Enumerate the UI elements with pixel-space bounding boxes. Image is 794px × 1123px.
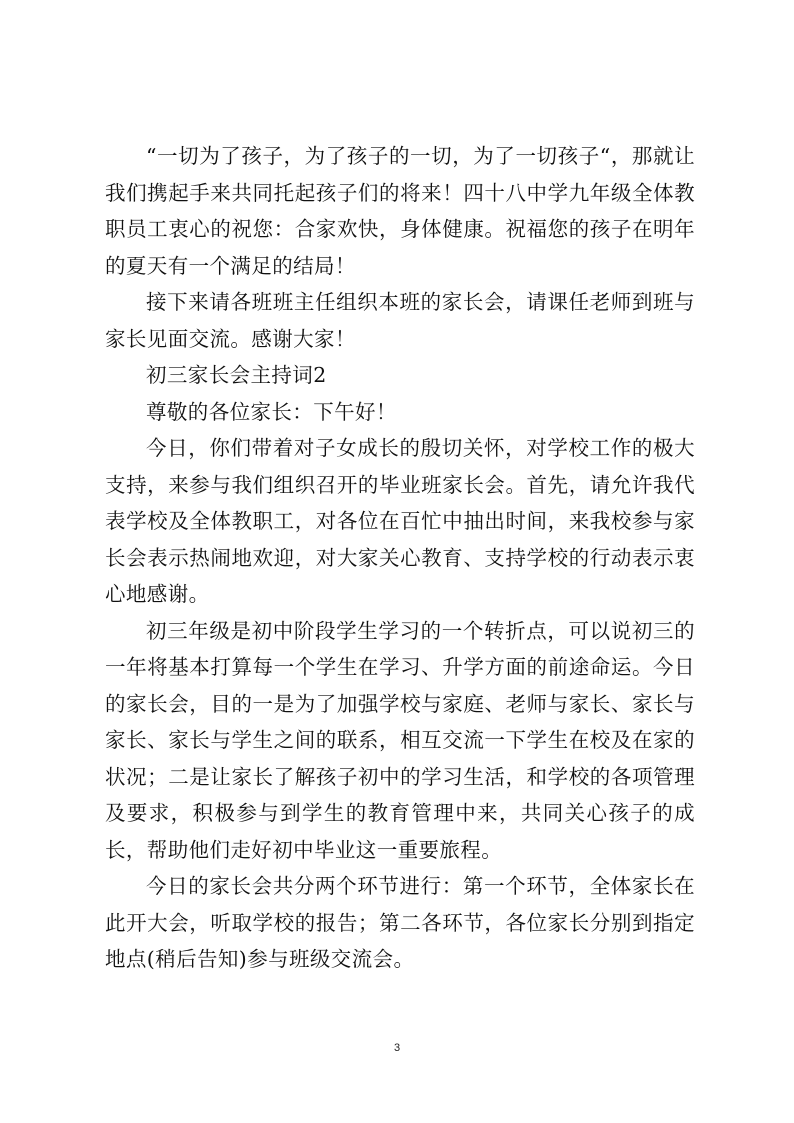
paragraph-welcome: 今日，你们带着对子女成长的殷切关怀，对学校工作的极大支持，来参与我们组织召开的毕业班家长会。首先，请允许我代表学校及全体教职工，对各位在百忙中抽出时间，来我校参与家长会表示热闹地欢迎，对大家关心教育、支持学校的行动表示衷心地感谢。 (105, 436, 695, 606)
document-body (105, 138, 695, 978)
salutation: 尊敬的各位家长：下午好！ (146, 399, 397, 424)
page-number: 3 (393, 1042, 401, 1054)
paragraph-purpose: 初三年级是初中阶段学生学习的一个转折点，可以说初三的一年将基本打算每一个学生在学习、升学方面的前途命运。今日的家长会，目的一是为了加强学校与家庭、老师与家长、家长与家长、家长与学生之间的联系，相互交流一下学生在校及在家的状况；二是让家长了解孩子初中的学习生活，和学校的各项管理及要求，积极参与到学生的教育管理中来，共同关心孩子的成长，帮助他们走好初中毕业这一重要旅程。 (105, 618, 695, 862)
section-heading: 初三家长会主持词2 (146, 363, 327, 387)
paragraph-class-meeting-notice: 接下来请各班班主任组织本班的家长会，请课任老师到班与家长见面交流。感谢大家！ (105, 290, 695, 351)
paragraph-closing-wish: “一切为了孩子，为了孩子的一切，为了一切孩子“，那就让我们携起手来共同托起孩子们的将来！四十八中学九年级全体教职员工衷心的祝您：合家欢快，身体健康。祝福您的孩子在明年的夏天有一个满足的结局！ (105, 144, 695, 278)
paragraph-agenda: 今日的家长会共分两个环节进行：第一个环节，全体家长在此开大会，听取学校的报告；第二各环节，各位家长分别到指定地点(稍后告知)参与班级交流会。 (105, 874, 695, 971)
